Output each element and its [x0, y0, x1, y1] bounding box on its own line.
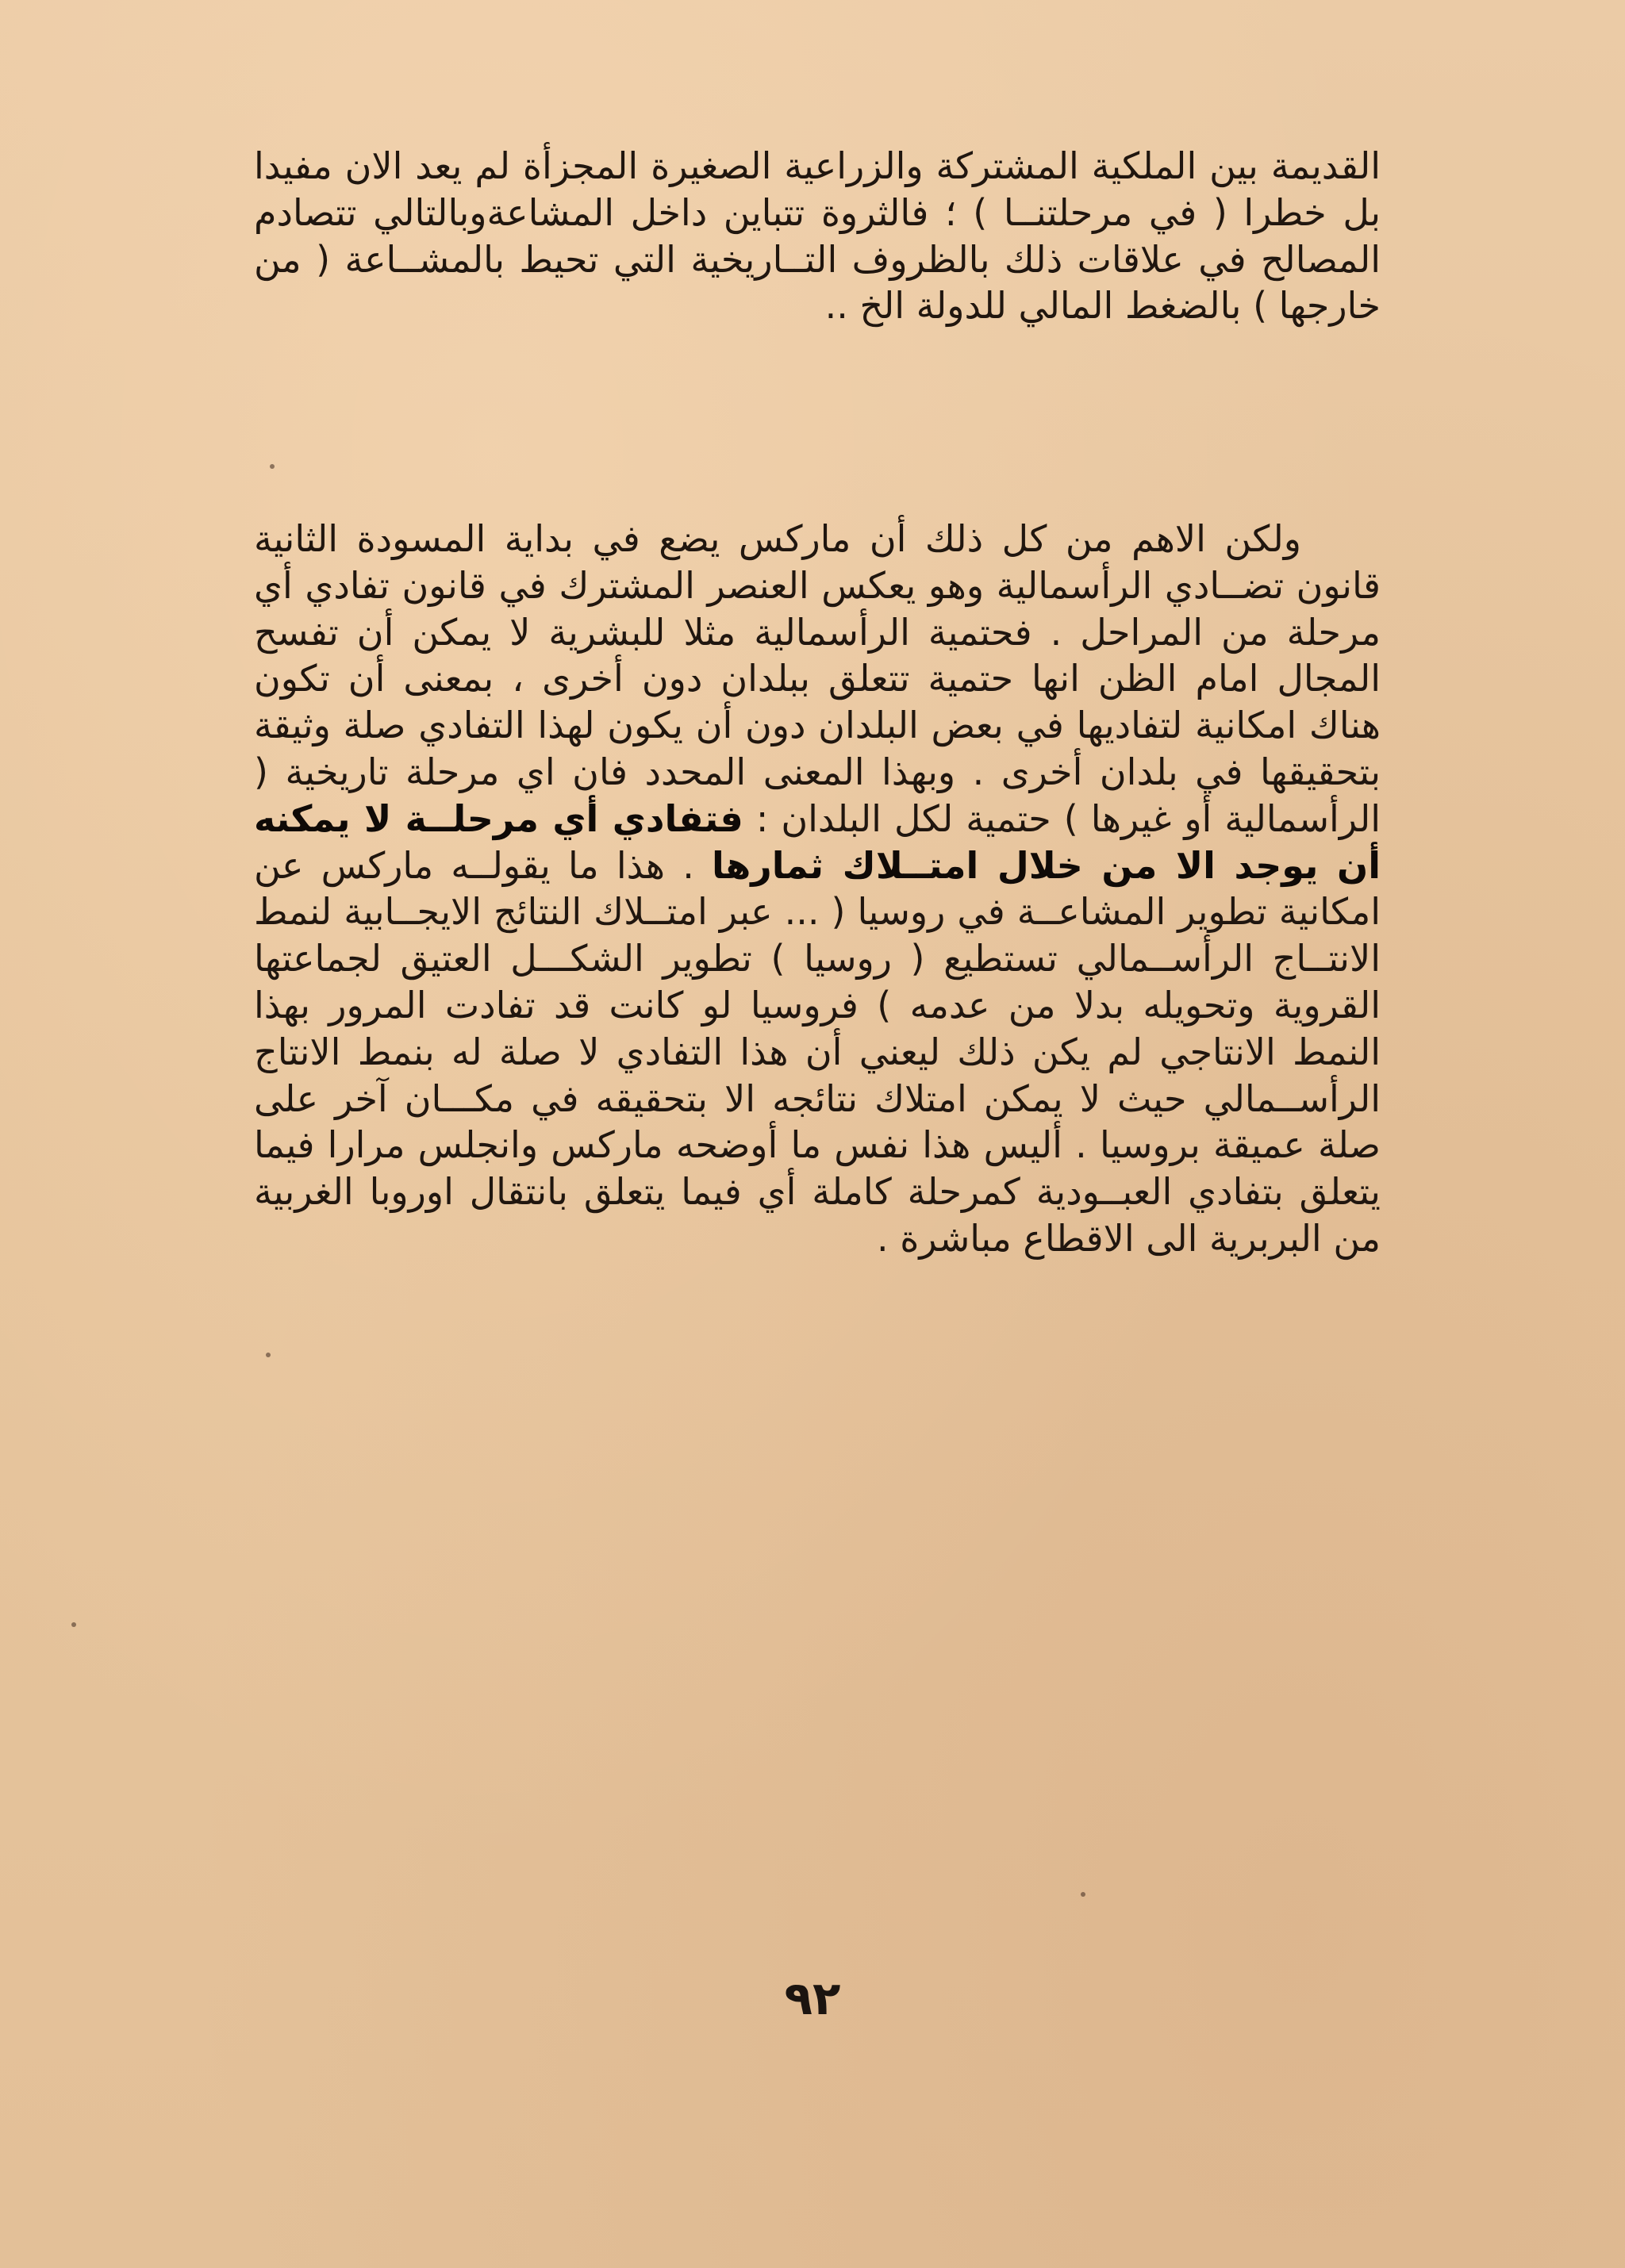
page-number: ٩٢ [784, 1971, 841, 2025]
paragraph-2-text-start: ولكن الاهم من كل ذلك أن ماركس يضع في بداية المسودة الثانية قانون تضــادي الرأسمالية وهو يعكس العنصر المشترك في قانون تفادي أي مرحلة من المراحل . فحتمية الرأسمالية مثلا للبشرية لا يمكن أن تفسح المجال امام الظن انها حتمية تتعلق ببلدان دون أخرى ، بمعنى أن تكون هناك امكانية لتفاديها في بعض البلدان دون أن يكون لهذا التفادي صلة وثيقة بتحقيقها في بلدان أخرى . وبهذا المعنى المحدد فان اي مرحلة تاريخية ( الرأسمالية أو غيرها ) حتمية لكل البلدان : [254, 517, 1381, 840]
paper-speck [270, 464, 275, 469]
emphasized-statement: فتفادي أي مرحلــة لا يمكنه أن يوجد الا من خلال امتــلاك ثمارها [254, 796, 1381, 887]
paragraph-2-text-end: . هذا ما يقولــه ماركس عن امكانية تطوير المشاعــة في روسيا ( ... عبر امتــلاك النتائج الايجــابية لنمط الانتــاج الرأســمالي تستطيع ( روسيا ) تطوير الشكـــل العتيق لجماعتها القروية وتحويله بدلا من عدمه ) فروسيا لو كانت قد تفادت المرور بهذا النمط الانتاجي لم يكن ذلك ليعني أن هذا التفادي لا صلة له بنمط الانتاج الرأســمالي حيث لا يمكن امتلاك نتائجه الا بتحقيقه في مكـــان آخر على صلة عميقة بروسيا . أليس هذا نفس ما أوضحه ماركس وانجلس مرارا فيما يتعلق بتفادي العبــودية كمرحلة كاملة أي فيما يتعلق بانتقال اوروبا الغربية من البربرية الى الاقطاع مباشرة . [254, 843, 1381, 1260]
paragraph-1 [254, 143, 1381, 329]
paper-speck [71, 1622, 76, 1627]
paragraph-2-body [254, 516, 1381, 1262]
paragraph-1-text: القديمة بين الملكية المشتركة والزراعية الصغيرة المجزأة لم يعد الان مفيدا بل خطرا ( في مرحلتنــا ) ؛ فالثروة تتباين داخل المشاعةوبالتالي تتصادم المصالح في علاقات ذلك بالظروف التــاريخية التي تحيط بالمشــاعة ( من خارجها ) بالضغط المالي للدولة الخ .. [254, 144, 1381, 328]
paper-speck [1081, 1892, 1085, 1897]
paper-speck [266, 1353, 271, 1357]
paragraph-2 [254, 516, 1381, 1262]
